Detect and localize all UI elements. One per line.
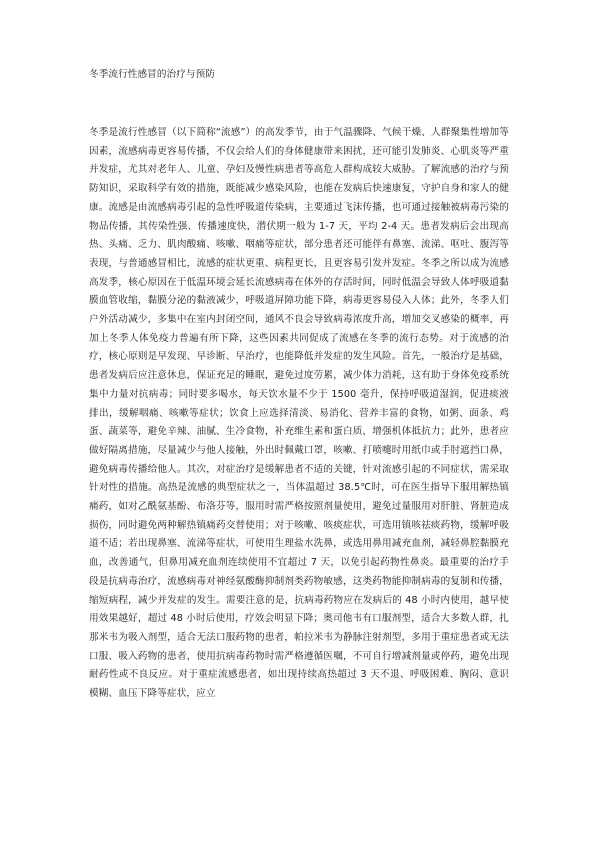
- document-title: 冬季流行性感冒的治疗与预防: [89, 69, 216, 80]
- document-body-paragraph: 冬季是流行性感冒（以下简称“流感”）的高发季节，由于气温骤降、气候干燥、人群聚集性增加等因素，流感病毒更容易传播，不仅会给人们的身体健康带来困扰，还可能引发肺炎、心肌炎等严重并发症，尤其对老年人、儿童、孕妇及慢性病患者等高危人群构成较大威胁。了解流感的治疗与预防知识，采取科学有效的措施，既能减少感染风险，也能在发病后快速康复，守护自身和家人的健康。流感是由流感病毒引起的急性呼吸道传染病，主要通过飞沫传播，也可通过接触被病毒污染的物品传播，其传染性强、传播速度快，潜伏期一般为 1-7 天，平均 2-4 天。患者发病后会出现高热、头痛、乏力、肌肉酸痛、咳嗽、咽痛等症状，部分患者还可能伴有鼻塞、流涕、呕吐、腹泻等表现，与普通感冒相比，流感的症状更重、病程更长，且更容易引发并发症。冬季之所以成为流感高发季，核心原因在于低温环境会延长流感病毒在体外的存活时间，同时低温会导致人体呼吸道黏膜血管收缩，黏膜分泌的黏液减少，呼吸道屏障功能下降，病毒更容易侵入人体；此外，冬季人们户外活动减少，多集中在室内封闭空间，通风不良会导致病毒浓度升高，增加交叉感染的概率，再加上冬季人体免疫力普遍有所下降，这些因素共同促成了流感在冬季的流行态势。对于流感的治疗，核心原则是早发现、早诊断、早治疗，也能降低并发症的发生风险。首先，一般治疗是基础，患者发病后应注意休息，保证充足的睡眠，避免过度劳累，减少体力消耗，这有助于身体免疫系统集中力量对抗病毒；同时要多喝水，每天饮水量不少于 1500 毫升，保持呼吸道湿润，促进痰液排出，缓解咽痛、咳嗽等症状；饮食上应选择清淡、易消化、营养丰富的食物，如粥、面条、鸡蛋、蔬菜等，避免辛辣、油腻、生冷食物，补充维生素和蛋白质，增强机体抵抗力；此外，患者应做好隔离措施，尽量减少与他人接触，外出时佩戴口罩，咳嗽、打喷嚏时用纸巾或手肘遮挡口鼻，避免病毒传播给他人。其次，对症治疗是缓解患者不适的关键，针对流感引起的不同症状，需采取针对性的措施。高热是流感的典型症状之一，当体温超过 38.5℃时，可在医生指导下服用解热镇痛药，如对乙酰氨基酚、布洛芬等，服用时需严格按照剂量使用，避免过量服用对肝脏、肾脏造成损伤，同时避免两种解热镇痛药交替使用；对于咳嗽、咳痰症状，可选用镇咳祛痰药物，缓解呼吸道不适；若出现鼻塞、流涕等症状，可使用生理盐水洗鼻，或选用鼻用减充血剂，减轻鼻腔黏膜充血，改善通气，但鼻用减充血剂连续使用不宜超过 7 天，以免引起药物性鼻炎。最重要的治疗手段是抗病毒治疗，流感病毒对神经氨酸酶抑制剂类药物敏感，这类药物能抑制病毒的复制和传播，缩短病程，减少并发症的发生。需要注意的是，抗病毒药物应在发病后的 48 小时内使用，越早使用效果越好，超过 48 小时后使用，疗效会明显下降；奥司他韦有口服剂型，适合大多数人群，扎那米韦为吸入剂型，适合无法口服药物的患者，帕拉米韦为静脉注射剂型，多用于重症患者或无法口服、吸入药物的患者，使用抗病毒药物时需严格遵循医嘱，不可自行增减剂量或停药，避免出现耐药性或不良反应。对于重症流感患者，如出现持续高热超过 3 天不退、呼吸困难、胸闷、意识模糊、血压下降等症状，应立: [89, 127, 509, 700]
